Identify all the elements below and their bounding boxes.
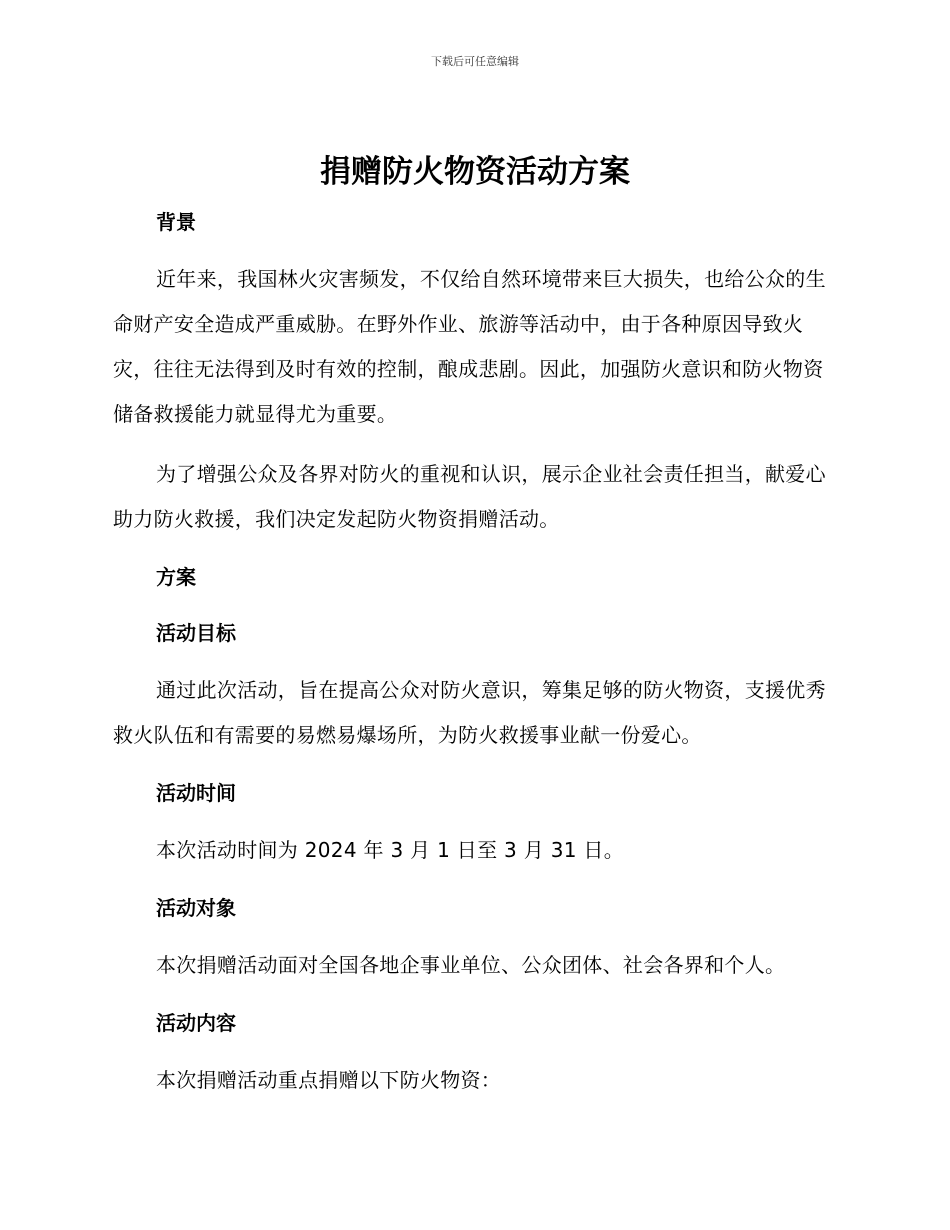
section-heading-background: 背景 xyxy=(156,210,196,234)
document-body xyxy=(113,202,838,1103)
section-heading-time: 活动时间 xyxy=(156,781,236,805)
header-note: 下载后可任意编辑 xyxy=(431,55,519,68)
paragraph-goal: 通过此次活动，旨在提高公众对防火意识，筹集足够的防火物资，支援优秀救火队伍和有需要的易燃易爆场所，为防火救援事业献一份爱心。 xyxy=(113,678,826,747)
section-heading-plan: 方案 xyxy=(156,565,196,589)
section-heading-target: 活动对象 xyxy=(156,896,236,920)
paragraph-time: 本次活动时间为 2024 年 3 月 1 日至 3 月 31 日。 xyxy=(156,838,624,862)
paragraph-background-2: 为了增强公众及各界对防火的重视和认识，展示企业社会责任担当，献爱心助力防火救援，我们决定发起防火物资捐赠活动。 xyxy=(113,462,826,531)
section-heading-content: 活动内容 xyxy=(156,1011,236,1035)
section-heading-goal: 活动目标 xyxy=(156,621,236,645)
document-title: 捐赠防火物资活动方案 xyxy=(320,154,630,190)
paragraph-target: 本次捐赠活动面对全国各地企事业单位、公众团体、社会各界和个人。 xyxy=(156,953,786,977)
paragraph-background-1: 近年来，我国林火灾害频发，不仅给自然环境带来巨大损失，也给公众的生命财产安全造成严重威胁。在野外作业、旅游等活动中，由于各种原因导致火灾，往往无法得到及时有效的控制，酿成悲剧。因此，加强防火意识和防火物资储备救援能力就显得尤为重要。 xyxy=(113,267,826,426)
paragraph-content: 本次捐赠活动重点捐赠以下防火物资： xyxy=(156,1068,502,1092)
